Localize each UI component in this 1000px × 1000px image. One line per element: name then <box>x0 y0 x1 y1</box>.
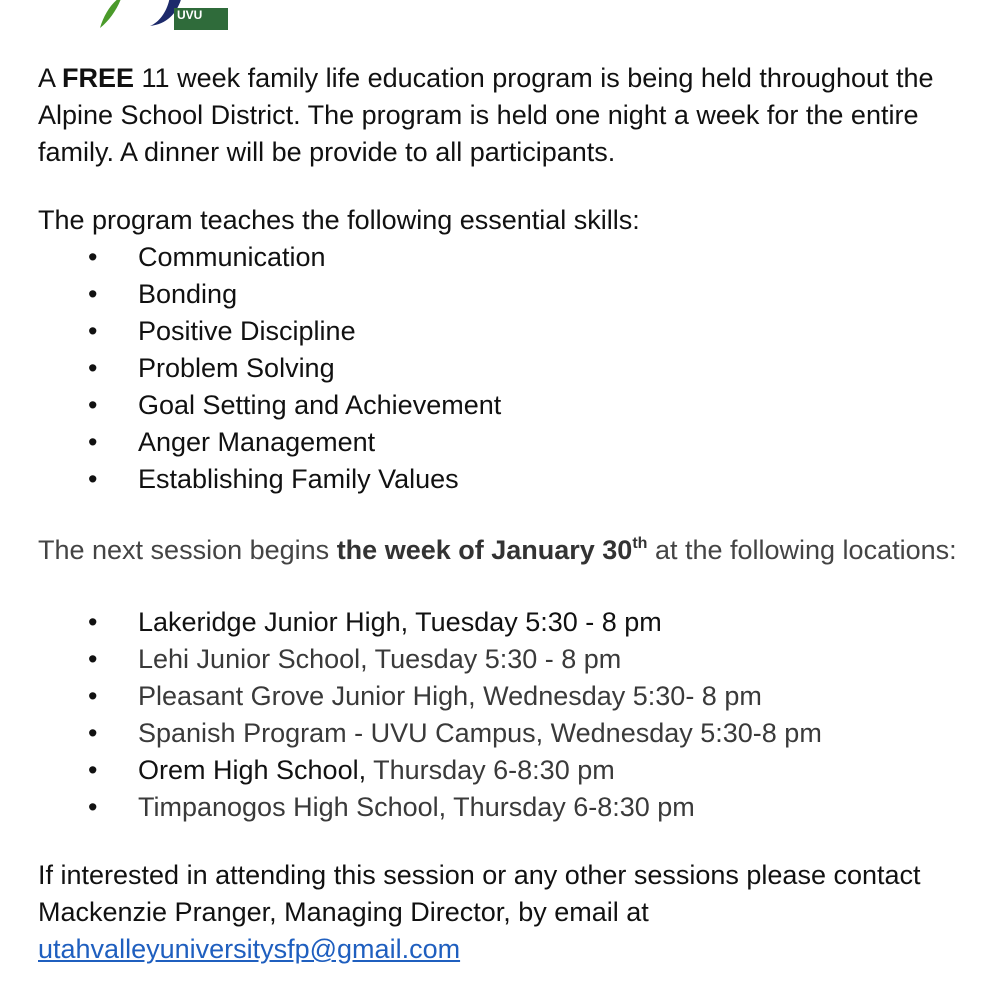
location-item <box>38 752 988 789</box>
free-emphasis: FREE <box>62 63 135 93</box>
location-item <box>38 678 988 715</box>
location-name: Spanish Program - UVU Campus, Wednesday 5:30-8 pm <box>138 718 822 748</box>
list-item: • Problem Solving <box>38 350 988 387</box>
intro-text-b: 11 week family life education program is being held throughout the Alpine School District. The program is held one night a week for the entire family. A dinner will be provide to all participants. <box>38 63 934 167</box>
location-item <box>38 641 988 678</box>
list-item: • Communication <box>38 239 988 276</box>
location-time: Thursday 6-8:30 pm <box>366 755 615 785</box>
list-item: • Anger Management <box>38 424 988 461</box>
location-name: Orem High School, <box>138 755 367 785</box>
list-item: • Goal Setting and Achievement <box>38 387 988 424</box>
email-link[interactable]: utahvalleyuniversitysfp@gmail.com <box>38 934 461 964</box>
list-item: • Positive Discipline <box>38 313 988 350</box>
list-item: • Establishing Family Values <box>38 461 988 498</box>
location-item <box>38 789 988 826</box>
flyer-body <box>38 60 988 968</box>
skills-heading: The program teaches the following essential skills: <box>38 205 640 235</box>
contact-paragraph <box>38 857 988 968</box>
location-name: Pleasant Grove Junior High, Wednesday 5:30- 8 pm <box>138 681 762 711</box>
location-item <box>38 715 988 752</box>
intro-text-a: A <box>38 63 63 93</box>
uvu-logo <box>174 8 228 30</box>
session-suffix: at the following locations: <box>647 535 957 565</box>
contact-text: If interested in attending this session or any other sessions please contact Mackenzie Pranger, Managing Director, by email at <box>38 860 921 927</box>
session-date-suffix: th <box>632 535 648 552</box>
uvu-logo-text: UVU <box>177 8 203 22</box>
locations-list <box>38 604 988 826</box>
session-date-text: the week of January 30 <box>336 535 633 565</box>
header-logos <box>92 0 252 32</box>
list-item: • Bonding <box>38 276 988 313</box>
location-name: Timpanogos High School, Thursday 6-8:30 pm <box>138 792 695 822</box>
session-date <box>337 535 648 565</box>
intro-paragraph <box>38 60 988 171</box>
skills-list <box>38 239 988 498</box>
session-prefix: The next session begins <box>38 535 337 565</box>
leaf-logo-icon <box>96 0 124 30</box>
session-announcement <box>38 532 988 569</box>
location-name: Lehi Junior School, Tuesday 5:30 - 8 pm <box>138 644 622 674</box>
location-item <box>38 604 988 641</box>
location-name: Lakeridge Junior High, Tuesday 5:30 - 8 pm <box>138 607 662 637</box>
